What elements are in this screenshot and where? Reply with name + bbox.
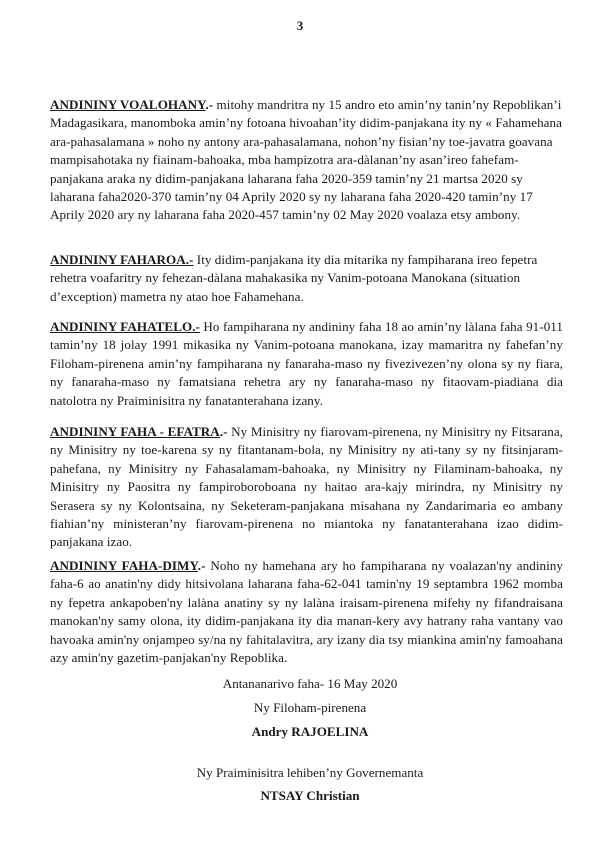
article-separator: .- [219,424,228,439]
article-text: mitohy mandritra ny 15 andro eto amin’ny tanin’ny Repoblikan’i Madagasikara, manomboka amin’ny fotoana hivoahan’ity didim-panjakana ity ny « Fahamehana ara-pahasalamana » noho ny antony ara-pahasalamana, nohon’ny fisian’ny toe-javatra goavana mampisahotaka ny fiainam-bahoaka, mba hampizotra ara-dàlanan’ny asan’ireo fahefam-panjakana araka ny didim-panjakana laharana faha 2020-359 tamin’ny 21 martsa 2020 sy laharana faha2020-370 tamin’ny 04 Aprily 2020 sy ny laharana faha 2020-420 tamin’ny 17 Aprily 2020 ary ny laharana faha 2020-457 tamin’ny 02 May 2020 voalaza etsy ambony. [50,97,562,223]
prime-minister-title: Ny Praiminisitra lehiben’ny Governemanta [196,765,424,780]
article-2 [50,251,563,306]
article-4 [50,423,563,552]
place-date: Antananarivo faha- 16 May 2020 [222,676,398,691]
prime-minister-name: NTSAY Christian [260,788,360,803]
article-3 [50,318,563,410]
president-name: Andry RAJOELINA [251,724,369,739]
article-text: Ho fampiharana ny andininy faha 18 ao amin’ny làlana faha 91-011 tamin’ny 18 jolay 1991 mikasika ny Vanim-potoana manokana, izay mamaritra ny fahefan’ny Filoham-pirenena amin’ny fampiharana ny fanaraha-maso ny fivezivezen’ny olona sy ny fiara, ny fanaraha-maso ny famatsiana rehetra ary ny fanaraha-maso ny fitaovam-piadiana dia natolotra ny Praiminisitra ny fanatanterahana izany. [50,319,563,408]
article-heading: ANDININY FAHATELO.- [50,319,200,334]
article-5 [50,557,563,667]
article-separator: .- [197,558,206,573]
page-number: 3 [296,18,304,33]
article-heading: ANDININY FAHA - EFATRA [50,424,220,439]
article-separator: .- [205,97,214,112]
article-text: Ity didim-panjakana ity dia mitarika ny fampiharana ireo fepetra rehetra voafaritry ny fehezan-dàlana mahakasika ny Vanim-potoana Manokana (situation d’exception) mametra ny atao hoe Fahamehana. [50,252,538,304]
president-title: Ny Filoham-pirenena [253,700,367,715]
article-heading: ANDININY FAHA-DIMY [50,558,198,573]
article-1 [50,96,563,225]
article-text: Ny Minisitry ny fiarovam-pirenena, ny Minisitry ny Fitsarana, ny Minisitry ny toe-karena sy ny fitantanam-bola, ny Minisitry ny ati-tany sy ny fitsinjaram-pahefana, ny Minisitry ny Fahasalamam-bahoaka, ny Minisitry ny Filaminam-bahoaka, ny Minisitry ny Paositra ny fampiroboroboana ny haitao ara-kajy mirindra, ny Minisitry ny Serasera sy ny Kolontsaina, ny Seketeram-panjakana misahana ny Zandarimaria eo ambany fiahian’ny ministeran’ny fiarovam-pirenena no miantoka ny fanatanterahana izao didim-panjakana izao. [50,424,564,550]
article-heading: ANDININY VOALOHANY [50,97,206,112]
article-heading: ANDININY FAHAROA.- [50,252,194,267]
article-text: Noho ny hamehana ary ho fampiharana ny voalazan'ny andininy faha-6 ao anatin'ny didy hitsivolana laharana faha-62-041 tamin'ny 19 septambra 1962 momba ny fepetra ankapoben'ny lalàna anatiny sy ny lalàna iraisam-pirenena mifehy ny fifandraisana manokan'ny samy olona, ity didim-panjakana ity dia manan-kery avy hatrany raha vantany vao havoaka amin'ny onjampeo sy/na ny fahitalavitra, ary izany dia tsy miankina amin'ny famoahana azy amin'ny gazetim-panjakan'ny Repoblika. [50,558,564,666]
